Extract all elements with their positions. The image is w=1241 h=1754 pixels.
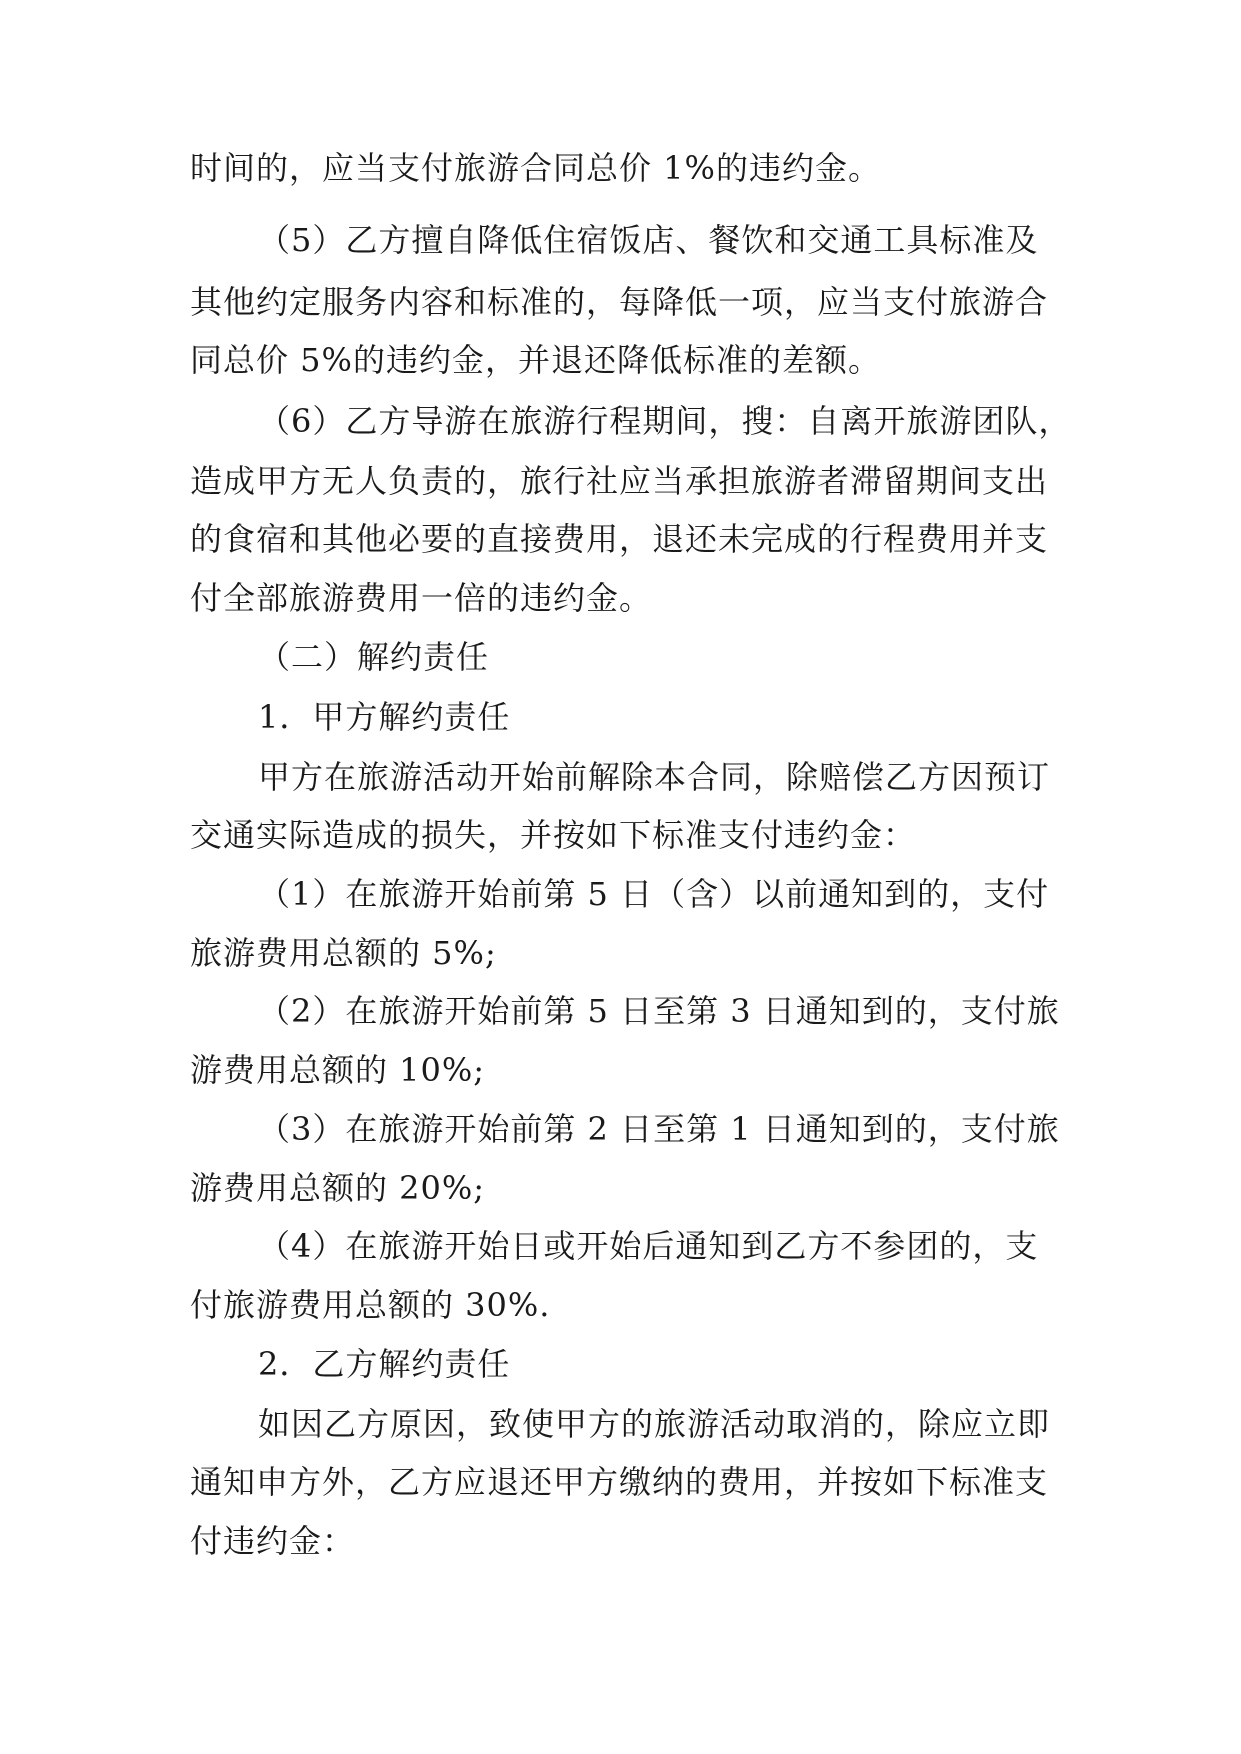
text-line: （3）在旅游开始前第 2 日至第 1 日通知到的，支付旅 [258,1110,1060,1148]
text-line: 通知申方外，乙方应退还甲方缴纳的费用，并按如下标准支 [190,1463,1049,1501]
text-line: 如因乙方原因，致使甲方的旅游活动取消的，除应立即 [258,1405,1051,1443]
subsection-heading: 1．甲方解约责任 [258,698,511,736]
text-line: 游费用总额的 10%; [190,1051,486,1089]
text-line: （6）乙方导游在旅游行程期间，搜：自离开旅游团队， [258,402,1072,440]
text-line: 其他约定服务内容和标准的，每降低一项，应当支付旅游合 [190,283,1049,321]
text-line: 付违约金： [190,1522,356,1560]
text-line: （2）在旅游开始前第 5 日至第 3 日通知到的，支付旅 [258,992,1060,1030]
section-heading: （二）解约责任 [258,638,490,676]
text-line: 交通实际造成的损失，并按如下标准支付违约金： [190,816,917,854]
text-line: （4）在旅游开始日或开始后通知到乙方不参团的，支 [258,1227,1039,1265]
text-line: 付全部旅游费用一倍的违约金。 [190,579,653,617]
text-line: 同总价 5%的违约金，并退还降低标准的差额。 [190,341,881,379]
text-line: 游费用总额的 20%; [190,1169,486,1207]
text-line: 的食宿和其他必要的直接费用，退还未完成的行程费用并支 [190,520,1049,558]
text-line: （1）在旅游开始前第 5 日（含）以前通知到的，支付 [258,875,1050,913]
text-line: 时间的，应当支付旅游合同总价 1%的违约金。 [190,149,881,187]
text-line: 造成甲方无人负责的，旅行社应当承担旅游者滞留期间支出 [190,462,1049,500]
text-line: 旅游费用总额的 5%; [190,934,497,972]
text-line: 付旅游费用总额的 30%. [190,1286,551,1324]
subsection-heading: 2．乙方解约责任 [258,1345,511,1383]
text-line: 甲方在旅游活动开始前解除本合同，除赔偿乙方因预订 [258,758,1051,796]
text-line: （5）乙方擅自降低住宿饭店、餐饮和交通工具标准及 [258,221,1039,259]
